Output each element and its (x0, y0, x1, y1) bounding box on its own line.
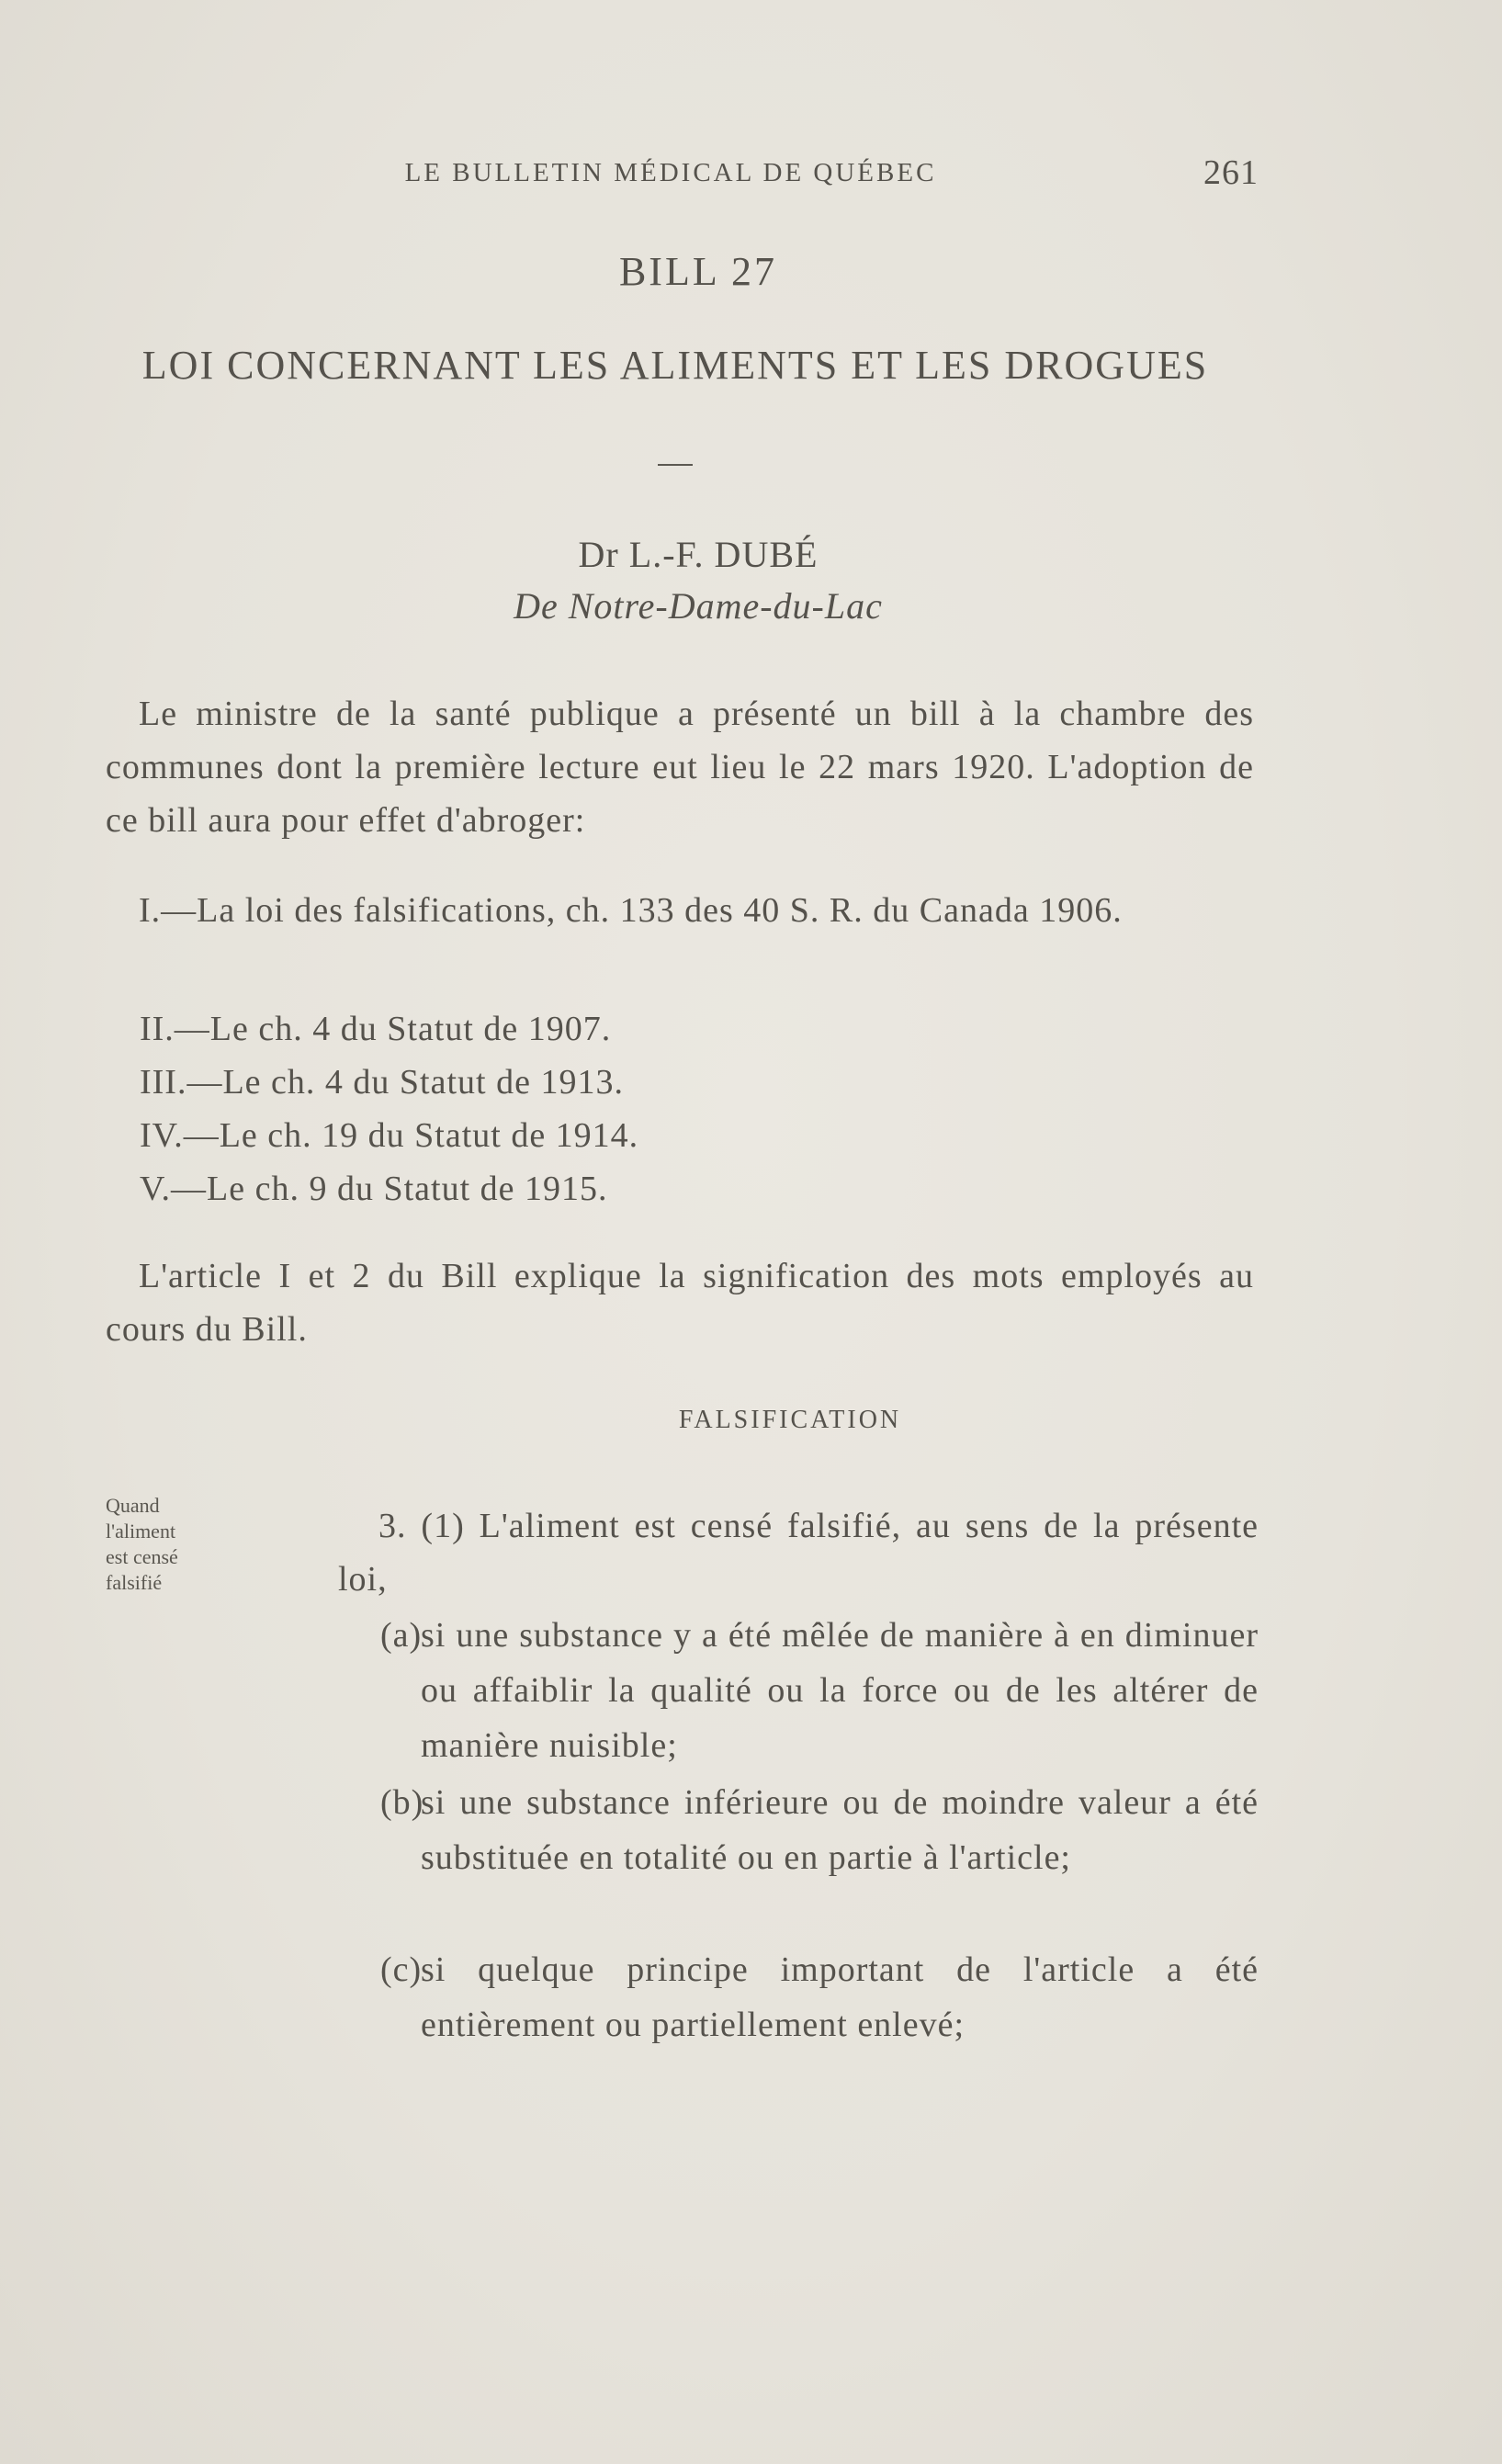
margin-note (106, 1493, 234, 1596)
clause-text: si une substance inférieure ou de moindre valeur a été substituée en totalité ou en partie à l'article; (421, 1783, 1259, 1877)
clause-c (380, 1942, 1259, 2052)
repeal-item-3: III.—Le ch. 4 du Statut de 1913. (140, 1063, 624, 1102)
page-number: 261 (1203, 153, 1259, 192)
clause-a (380, 1608, 1259, 1773)
margin-note-line: l'aliment (106, 1520, 176, 1543)
clause-label: (c) (380, 1950, 423, 1989)
repeal-item-1: I.—La loi des falsifications, ch. 133 des 40 S. R. du Canada 1906. (139, 891, 1123, 930)
clause-text: si une substance y a été mêlée de manière à en diminuer ou affaiblir la qualité ou la force ou de les altérer de manière nuisible; (421, 1616, 1259, 1765)
article-3-intro: 3. (1) L'aliment est censé falsifié, au sens de la présente loi, (338, 1507, 1259, 1599)
document-title: LOI CONCERNANT LES ALIMENTS ET LES DROGUES (141, 343, 1209, 388)
title-rule (658, 464, 693, 466)
definitions-paragraph: L'article I et 2 du Bill explique la signification des mots employés au cours du Bill. (106, 1257, 1254, 1349)
intro-paragraph: Le ministre de la santé publique a présenté un bill à la chambre des communes dont la première lecture eut lieu le 22 mars 1920. L'adoption de ce bill aura pour effet d'abroger: (106, 695, 1254, 840)
author-place: De Notre-Dame-du-Lac (514, 585, 883, 627)
margin-note-line: est censé (106, 1545, 178, 1568)
clause-text: si quelque principe important de l'article a été entièrement ou partiellement enlevé; (421, 1950, 1259, 2044)
clause-label: (b) (380, 1783, 424, 1822)
repeal-item-4: IV.—Le ch. 19 du Statut de 1914. (140, 1116, 639, 1155)
bill-number: BILL 27 (618, 249, 778, 294)
repeal-item-2: II.—Le ch. 4 du Statut de 1907. (140, 1010, 612, 1048)
section-heading: FALSIFICATION (678, 1406, 902, 1434)
clause-label: (a) (380, 1616, 423, 1655)
margin-note-line: Quand (106, 1494, 160, 1517)
repeal-item-5: V.—Le ch. 9 du Statut de 1915. (140, 1170, 608, 1208)
clause-b (380, 1775, 1259, 1885)
margin-note-line: falsifié (106, 1571, 163, 1594)
running-head: LE BULLETIN MÉDICAL DE QUÉBEC (404, 158, 937, 187)
author-name: Dr L.-F. DUBÉ (578, 534, 819, 575)
